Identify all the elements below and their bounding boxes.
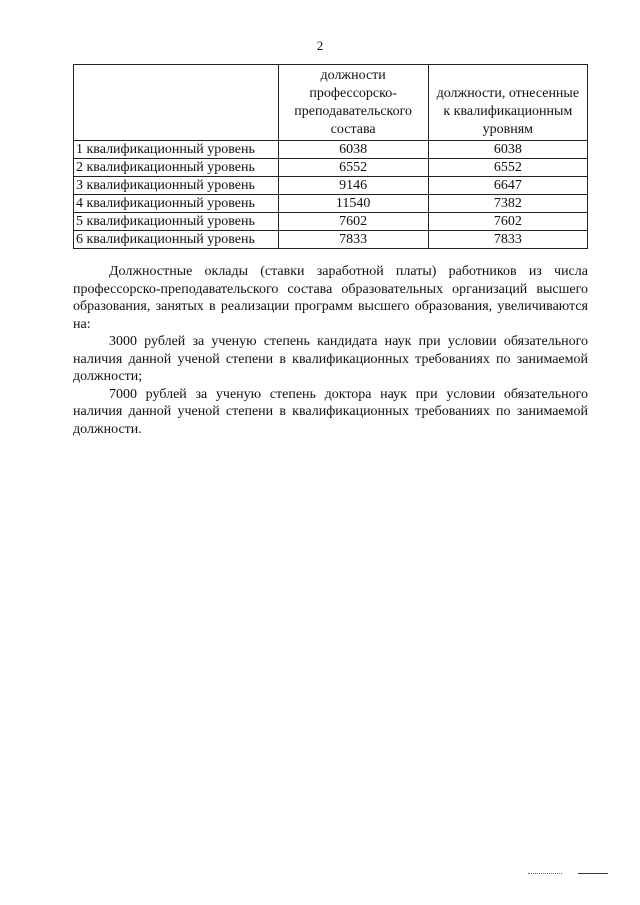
paragraph-salary-increase-intro: Должностные оклады (ставки заработной платы) работников из числа профессорско-преподавательского состава образовательных организаций высшего образования, занятых в реализации программ высшего образования, увеличиваются на:: [73, 264, 588, 332]
salary-table: [73, 64, 588, 249]
table-row: [74, 177, 588, 195]
teaching-salary-cell: 9146: [278, 177, 428, 195]
page-number: 2: [316, 38, 324, 53]
level-cell: 4 квалификационный уровень: [74, 195, 279, 213]
paragraph-candidate-degree: 3000 рублей за ученую степень кандидата наук при условии обязательного наличия данной ученой степени в квалификационных требованиях по занимаемой должности;: [73, 334, 588, 384]
body-text: [73, 263, 588, 438]
level-cell: 6 квалификационный уровень: [74, 231, 279, 249]
header-empty-cell: [74, 65, 279, 141]
level-cell: 1 квалификационный уровень: [74, 141, 279, 159]
qualification-salary-cell: 7382: [428, 195, 587, 213]
header-qualification-levels: должности, отнесенные к квалификационным уровням: [428, 65, 587, 141]
table-row: [74, 213, 588, 231]
header-teaching-staff: должности профессорско-преподавательского состава: [278, 65, 428, 141]
footer-solid-line: [578, 873, 608, 874]
level-cell: 5 квалификационный уровень: [74, 213, 279, 231]
teaching-salary-cell: 7602: [278, 213, 428, 231]
paragraph-doctor-degree: 7000 рублей за ученую степень доктора наук при условии обязательного наличия данной ученой степени в квалификационных требованиях по занимаемой должности.: [73, 386, 588, 437]
table-row: [74, 159, 588, 177]
footer-dotted-line: [528, 873, 562, 875]
teaching-salary-cell: 11540: [278, 195, 428, 213]
table-row: [74, 141, 588, 159]
qualification-salary-cell: 7833: [428, 231, 587, 249]
footer-scan-marks: [528, 873, 618, 877]
qualification-salary-cell: 6038: [428, 141, 587, 159]
level-cell: 2 квалификационный уровень: [74, 159, 279, 177]
level-cell: 3 квалификационный уровень: [74, 177, 279, 195]
qualification-salary-cell: 7602: [428, 213, 587, 231]
table-row: [74, 231, 588, 249]
table-row: [74, 195, 588, 213]
teaching-salary-cell: 7833: [278, 231, 428, 249]
table-header-row: [74, 65, 588, 141]
qualification-salary-cell: 6552: [428, 159, 587, 177]
teaching-salary-cell: 6038: [278, 141, 428, 159]
teaching-salary-cell: 6552: [278, 159, 428, 177]
qualification-salary-cell: 6647: [428, 177, 587, 195]
